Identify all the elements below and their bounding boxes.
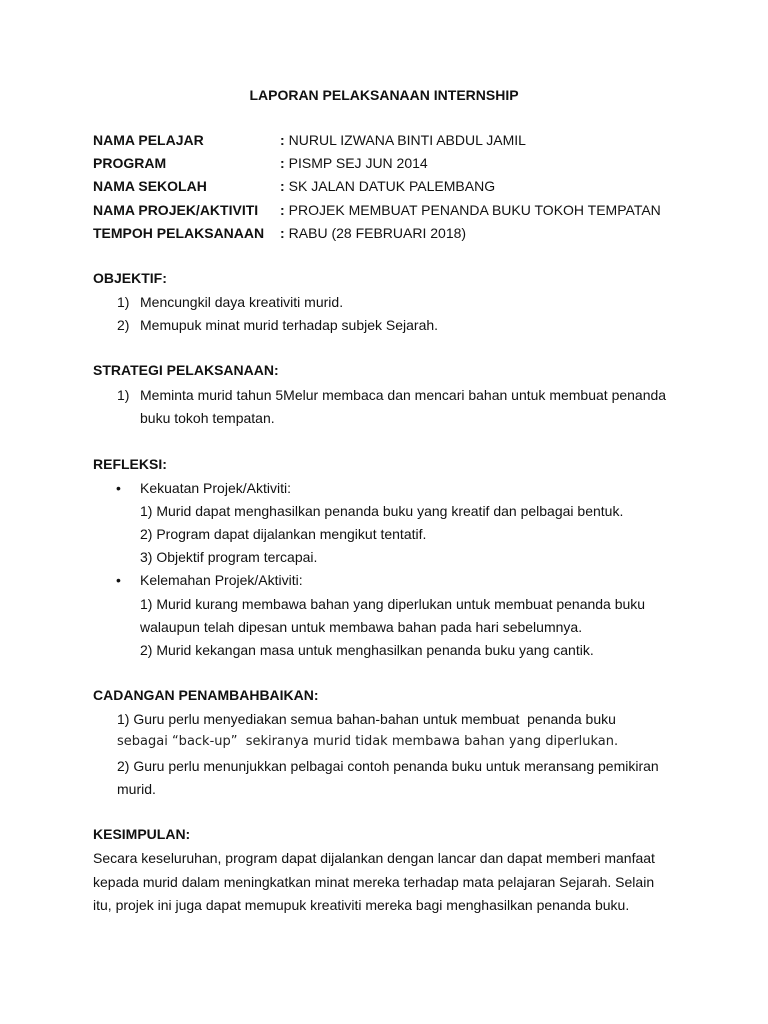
list-item: Mencungkil daya kreativiti murid. xyxy=(140,294,344,310)
list-item: Memupuk minat murid terhadap subjek Sejarah. xyxy=(140,317,439,333)
bullet-icon: • xyxy=(116,480,121,496)
list-number: 2) xyxy=(117,317,130,333)
info-value-row xyxy=(280,225,466,241)
bullet-line: 1) Murid dapat menghasilkan penanda buku yang kreatif dan pelbagai bentuk. xyxy=(140,503,624,519)
paragraph-line: 2) Guru perlu menunjukkan pelbagai contoh penanda buku untuk meransang pemikiran xyxy=(117,758,659,774)
info-label-tempoh: TEMPOH PELAKSANAAN xyxy=(93,225,265,241)
info-label-nama-sekolah: NAMA SEKOLAH xyxy=(93,178,207,194)
list-number: 1) xyxy=(117,387,130,403)
info-value-row xyxy=(280,178,495,194)
bullet-line: 1) Murid kurang membawa bahan yang diperlukan untuk membuat penanda buku xyxy=(140,596,646,612)
paragraph-line: itu, projek ini juga dapat memupuk kreativiti mereka bagi menghasilkan penanda buku. xyxy=(93,897,630,913)
info-value-nama-projek: PROJEK MEMBUAT PENANDA BUKU TOKOH TEMPATAN xyxy=(288,202,661,218)
paragraph-line: 1) Guru perlu menyediakan semua bahan-bahan untuk membuat penanda buku xyxy=(117,711,616,727)
info-value-row xyxy=(280,132,526,148)
colon: : xyxy=(280,155,285,171)
info-label-nama-projek: NAMA PROJEK/AKTIVITI xyxy=(93,202,259,218)
paragraph-line: murid. xyxy=(117,781,156,797)
bullet-icon: • xyxy=(116,572,121,588)
section-heading: REFLEKSI: xyxy=(93,456,167,472)
list-item-continuation: buku tokoh tempatan. xyxy=(140,410,275,426)
colon: : xyxy=(280,202,285,218)
list-number: 1) xyxy=(117,294,130,310)
info-value-nama-sekolah: SK JALAN DATUK PALEMBANG xyxy=(288,178,496,194)
section-heading: CADANGAN PENAMBAHBAIKAN: xyxy=(93,687,319,703)
colon: : xyxy=(280,132,285,148)
bullet-line: walaupun telah dipesan untuk membawa bahan pada hari sebelumnya. xyxy=(140,619,583,635)
bullet-title: Kekuatan Projek/Aktiviti: xyxy=(140,480,291,496)
colon: : xyxy=(280,178,285,194)
bullet-title: Kelemahan Projek/Aktiviti: xyxy=(140,572,303,588)
bullet-line: 3) Objektif program tercapai. xyxy=(140,549,318,565)
paragraph-line: sebagai “back-up” sekiranya murid tidak membawa bahan yang diperlukan. xyxy=(117,734,619,749)
section-heading: STRATEGI PELAKSANAAN: xyxy=(93,362,279,378)
info-value-tempoh: RABU (28 FEBRUARI 2018) xyxy=(288,225,467,241)
section-heading: KESIMPULAN: xyxy=(93,826,191,842)
bullet-line: 2) Program dapat dijalankan mengikut tentatif. xyxy=(140,526,427,542)
section-heading: OBJEKTIF: xyxy=(93,270,167,286)
info-value-nama-pelajar: NURUL IZWANA BINTI ABDUL JAMIL xyxy=(288,132,526,148)
info-label-program: PROGRAM xyxy=(93,155,167,171)
info-value-row xyxy=(280,155,428,171)
report-title: LAPORAN PELAKSANAAN INTERNSHIP xyxy=(249,87,519,103)
info-value-program: PISMP SEJ JUN 2014 xyxy=(288,155,428,171)
paragraph-line: kepada murid dalam meningkatkan minat mereka terhadap mata pelajaran Sejarah. Selain xyxy=(93,874,655,890)
info-label-nama-pelajar: NAMA PELAJAR xyxy=(93,132,204,148)
list-item: Meminta murid tahun 5Melur membaca dan mencari bahan untuk membuat penanda xyxy=(140,387,667,403)
colon: : xyxy=(280,225,285,241)
paragraph-line: Secara keseluruhan, program dapat dijalankan dengan lancar dan dapat memberi manfaat xyxy=(93,850,655,866)
bullet-line: 2) Murid kekangan masa untuk menghasilkan penanda buku yang cantik. xyxy=(140,642,594,658)
info-value-row xyxy=(280,202,661,218)
